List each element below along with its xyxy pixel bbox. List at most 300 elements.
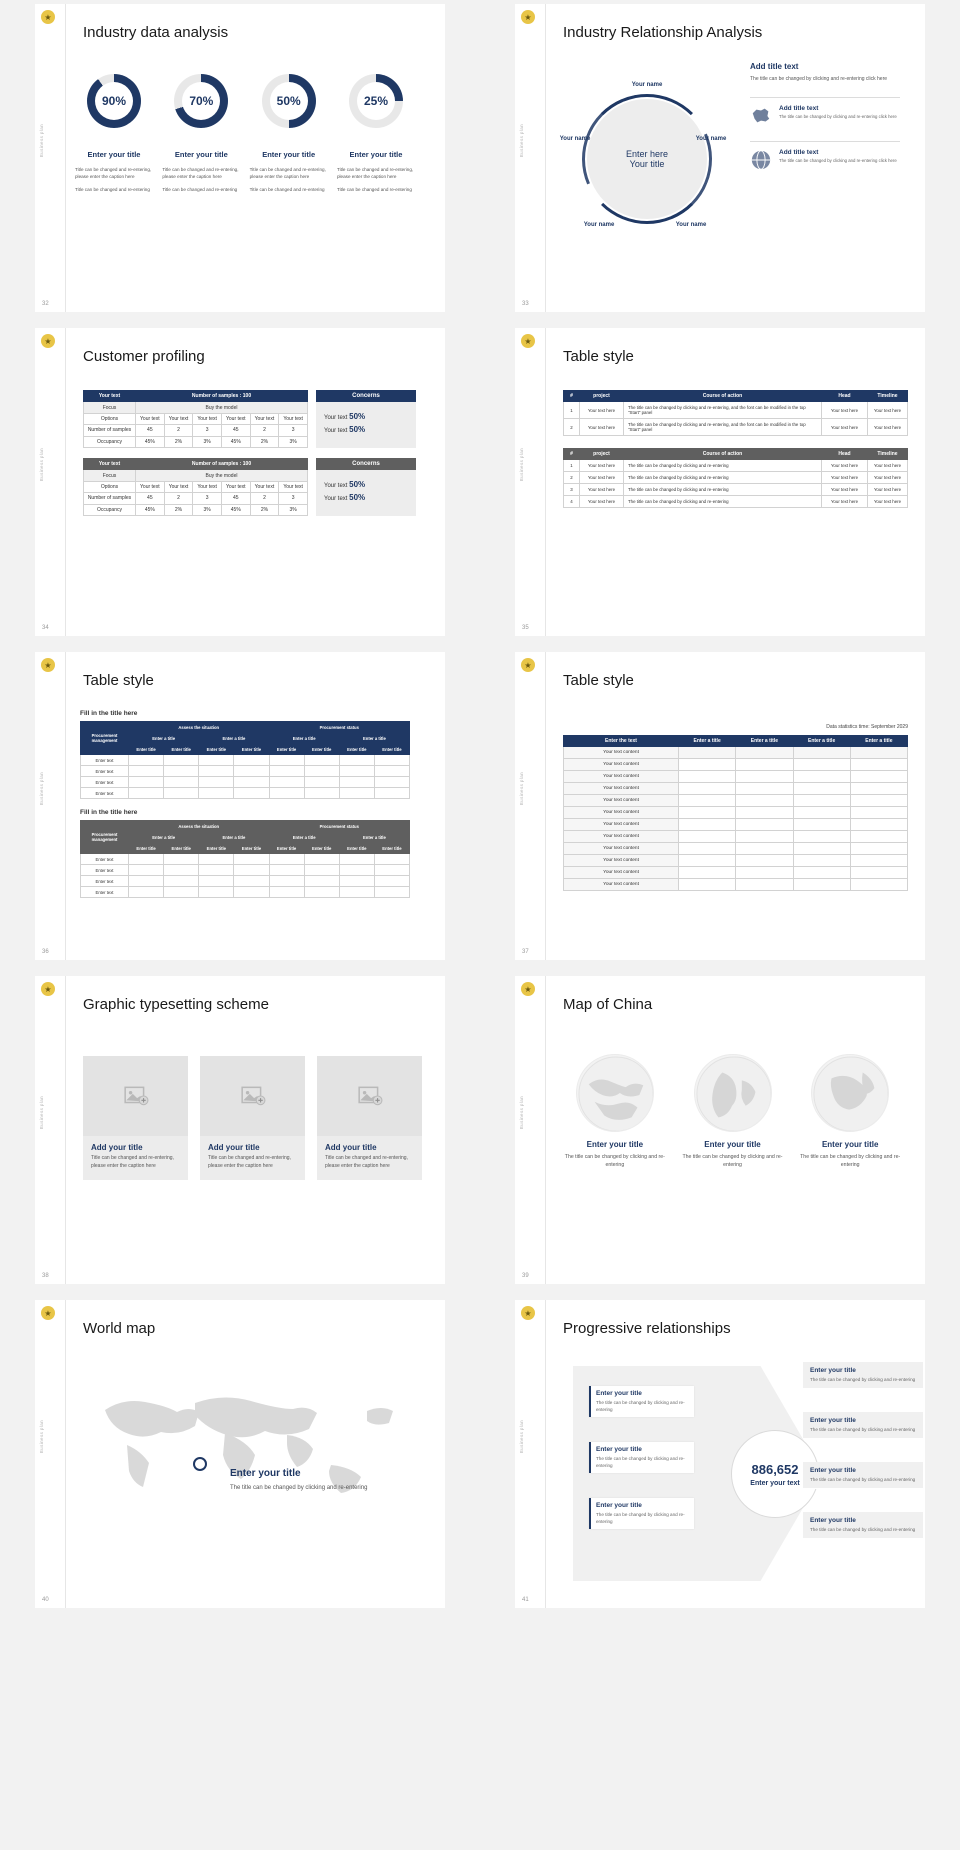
donut-value: 70% (182, 82, 220, 120)
image-placeholder-icon (83, 1056, 188, 1136)
cell: 2% (250, 504, 279, 515)
page-title: Graphic typesetting scheme (83, 996, 269, 1013)
sidebar-label: Business plan (39, 448, 44, 482)
col-header: Enter title (374, 843, 409, 854)
globe-text: The title can be changed by clicking and re-entering (564, 1154, 665, 1169)
cell-head: Your text here (822, 460, 868, 472)
globe-item[interactable] (678, 1054, 788, 1170)
table-row (564, 419, 908, 436)
focus-label: Focus (84, 402, 136, 413)
globe-icon (811, 1054, 889, 1132)
action-table-gray[interactable] (563, 448, 908, 508)
item-text: The title can be changed by clicking and re-entering (596, 1512, 685, 1525)
focus-value: Buy the model (136, 402, 308, 413)
caption-title: Enter your title (230, 1468, 301, 1479)
donut-item (162, 74, 240, 193)
cell-action: The title can be changed by clicking and re-entering (624, 460, 822, 472)
col-header: Enter title (234, 843, 269, 854)
table-row (564, 402, 908, 419)
slide-39[interactable] (515, 976, 925, 1284)
table-row (84, 436, 308, 447)
donut-chart (87, 74, 141, 128)
row-label: Your text content (564, 747, 679, 759)
divider-line (65, 4, 66, 312)
table-row (564, 843, 908, 855)
page-title: Map of China (563, 996, 653, 1013)
donut-label: Enter your title (174, 150, 228, 159)
col-header: Enter the text (564, 736, 679, 747)
table-row (564, 819, 908, 831)
cell-timeline: Your text here (868, 496, 908, 508)
table-row (81, 876, 410, 887)
corner-header: Procurement management (81, 821, 129, 854)
table-row (564, 879, 908, 891)
row-label: Your text content (564, 771, 679, 783)
col-header: Enter a title (736, 736, 793, 747)
table-row (81, 755, 410, 766)
concern-value: 50% (349, 412, 366, 421)
item-title: Enter your title (596, 1502, 642, 1509)
cell: 2% (164, 436, 193, 447)
table-row (81, 777, 410, 788)
row-label: Occupancy (84, 436, 136, 447)
concern-row (324, 480, 408, 489)
concerns-panel (316, 390, 416, 448)
col-header: Enter title (164, 843, 199, 854)
row-label: Your text content (564, 795, 679, 807)
page-number: 34 (42, 625, 49, 631)
table-row (564, 783, 908, 795)
statistics-time: Data statistics time: September 2029 (826, 724, 908, 730)
info-text: The title can be changed by clicking and re-entering click here (779, 114, 897, 119)
table-head-right: Number of samples : 100 (136, 391, 308, 402)
cell: 3% (193, 436, 222, 447)
slide-35[interactable] (515, 328, 925, 636)
page-number: 33 (522, 301, 529, 307)
slide-40[interactable] (35, 1300, 445, 1608)
item-text: The title can be changed by clicking and re-entering (596, 1456, 685, 1469)
page-title: Table style (563, 348, 634, 365)
globe-item[interactable] (795, 1054, 905, 1170)
focus-label: Focus (84, 470, 136, 481)
cell: 45% (221, 436, 250, 447)
table-row (81, 766, 410, 777)
cell-index: 2 (564, 472, 580, 484)
sub-header: Enter a title (269, 832, 339, 843)
procurement-tables (80, 710, 425, 898)
globe-text: The title can be changed by clicking and re-entering (800, 1154, 901, 1169)
donut-label: Enter your title (349, 150, 403, 159)
divider-line (65, 652, 66, 960)
concerns-panel (316, 458, 416, 516)
concern-value: 50% (349, 493, 366, 502)
row-label: Occupancy (84, 504, 136, 515)
image-placeholder-icon (317, 1056, 422, 1136)
row-label: Your text content (564, 759, 679, 771)
slide-32[interactable] (35, 4, 445, 312)
globe-title: Enter your title (586, 1140, 644, 1149)
logo-icon: ★ (41, 334, 55, 348)
table-head-right: Number of samples : 100 (136, 459, 308, 470)
cell-timeline: Your text here (868, 419, 908, 436)
table-row (564, 460, 908, 472)
table-row (81, 788, 410, 799)
info-text: The title can be changed by clicking and re-entering click here (779, 158, 897, 163)
table-row (81, 887, 410, 898)
info-row (750, 141, 900, 171)
item-text: The title can be changed by clicking and re-entering (596, 1400, 685, 1413)
table-row (84, 504, 308, 515)
col-header: Timeline (868, 449, 908, 460)
cell: 45 (221, 493, 250, 504)
table-row (564, 747, 908, 759)
cell: 3% (279, 504, 308, 515)
sidebar-label: Business plan (519, 772, 524, 806)
cell-project: Your text here (580, 402, 624, 419)
donut-text-1: Title can be changed and re-entering, please enter the caption here (336, 167, 414, 180)
image-card[interactable] (83, 1056, 188, 1180)
globe-title: Enter your title (704, 1140, 761, 1149)
right-panel (750, 62, 900, 171)
donut-value: 90% (95, 82, 133, 120)
col-header: project (580, 449, 624, 460)
logo-icon: ★ (41, 658, 55, 672)
slide-container-40 (0, 1296, 480, 1620)
sidebar-label: Business plan (519, 1096, 524, 1130)
map-pin-icon[interactable] (193, 1457, 207, 1471)
card-text: Title can be changed and re-entering, please enter the caption here (208, 1155, 291, 1169)
center-line-2: Your title (629, 159, 665, 169)
row-label: Enter text (81, 887, 129, 898)
donut-chart (262, 74, 316, 128)
center-circle (587, 99, 707, 219)
cell: 2 (250, 425, 279, 436)
concerns-title: Concerns (316, 390, 416, 402)
globe-icon (576, 1054, 654, 1132)
cell-action: The title can be changed by clicking and re-entering, and the font can be modified in the top "Start" panel (624, 402, 822, 419)
logo-icon: ★ (521, 10, 535, 24)
sidebar-label: Business plan (519, 448, 524, 482)
statistics-table-wrapper (563, 724, 908, 891)
table-head-left: Your text (84, 459, 136, 470)
item-text: The title can be changed by clicking and re-entering (810, 1477, 916, 1482)
item-title: Enter your title (810, 1467, 856, 1474)
info-heading: Add title text (779, 149, 819, 156)
globe-icon (694, 1054, 772, 1132)
cell: 3% (193, 504, 222, 515)
world-map (75, 1375, 415, 1525)
table-row (84, 493, 308, 504)
cell: 2 (164, 425, 193, 436)
donut-chart (349, 74, 403, 128)
cell: Your text (136, 481, 165, 492)
center-label: Enter your text (750, 1479, 800, 1487)
item-title: Enter your title (596, 1390, 642, 1397)
table-row (564, 496, 908, 508)
donut-chart (174, 74, 228, 128)
table-row (564, 867, 908, 879)
node-label-bottom-right: Your name (675, 222, 707, 228)
col-header: Enter title (269, 843, 304, 854)
col-header: Timeline (868, 391, 908, 402)
table-row (564, 831, 908, 843)
donut-label: Enter your title (87, 150, 141, 159)
cell: Your text (193, 481, 222, 492)
slide-41[interactable] (515, 1300, 925, 1608)
concern-value: 50% (349, 425, 366, 434)
cell: Your text (221, 481, 250, 492)
right-item[interactable] (803, 1412, 923, 1439)
col-header: Enter title (199, 843, 234, 854)
group-header: Procurement status (269, 821, 410, 832)
logo-icon: ★ (521, 1306, 535, 1320)
donut-text-1: Title can be changed and re-entering, please enter the caption here (75, 167, 152, 180)
logo-icon: ★ (41, 10, 55, 24)
cell: 3 (279, 425, 308, 436)
left-item[interactable] (589, 1442, 694, 1473)
cell: 45 (221, 425, 250, 436)
cell: 45% (136, 436, 165, 447)
image-card[interactable] (200, 1056, 305, 1180)
cell-action: The title can be changed by clicking and re-entering (624, 472, 822, 484)
cell: 45 (136, 493, 165, 504)
item-title: Enter your title (810, 1517, 856, 1524)
page-number: 39 (522, 1273, 529, 1279)
donut-value: 50% (270, 82, 308, 120)
slide-36[interactable] (35, 652, 445, 960)
slide-container-36 (0, 648, 480, 972)
profile-table[interactable] (83, 458, 308, 516)
logo-icon: ★ (521, 658, 535, 672)
row-label: Your text content (564, 855, 679, 867)
row-label: Your text content (564, 783, 679, 795)
col-header: Enter a title (679, 736, 736, 747)
table-caption: Fill in the title here (80, 710, 138, 717)
col-header: Enter title (164, 744, 199, 755)
donut-text-2: Title can be changed and re-entering (249, 187, 325, 193)
sub-header: Enter a title (199, 733, 269, 744)
row-label: Enter text (81, 777, 129, 788)
col-header: Enter title (304, 744, 339, 755)
right-heading: Add title text (750, 62, 799, 71)
slide-38[interactable] (35, 976, 445, 1284)
sub-header: Enter a title (199, 832, 269, 843)
statistics-table[interactable] (563, 735, 908, 891)
profile-table[interactable] (83, 390, 308, 448)
row-label: Your text content (564, 867, 679, 879)
cell: Your text (164, 481, 193, 492)
sidebar-label: Business plan (39, 1420, 44, 1454)
table-row (84, 481, 308, 492)
sidebar-label: Business plan (519, 1420, 524, 1454)
node-label-bottom-left: Your name (583, 222, 615, 228)
table-row (564, 771, 908, 783)
page-title: Customer profiling (83, 348, 205, 365)
item-title: Enter your title (810, 1367, 856, 1374)
cell-head: Your text here (822, 484, 868, 496)
row-label: Options (84, 413, 136, 424)
china-map-icon (750, 105, 772, 127)
page-number: 40 (42, 1597, 49, 1603)
progressive-diagram (545, 1358, 923, 1588)
slide-33[interactable] (515, 4, 925, 312)
cell-project: Your text here (580, 496, 624, 508)
cell-project: Your text here (580, 460, 624, 472)
group-header: Procurement status (269, 722, 410, 733)
globe-item[interactable] (560, 1054, 670, 1170)
sub-header: Enter a title (339, 733, 409, 744)
table-row (564, 472, 908, 484)
page-title: Table style (83, 672, 154, 689)
col-header: # (564, 391, 580, 402)
tables-wrapper (563, 390, 908, 508)
procurement-table-gray[interactable] (80, 820, 410, 898)
card-group (83, 1056, 423, 1180)
table-row (564, 484, 908, 496)
page-number: 36 (42, 949, 49, 955)
slide-container-38 (0, 972, 480, 1296)
card-title: Add your title (208, 1143, 260, 1152)
table-row (84, 413, 308, 424)
col-header: Enter title (339, 744, 374, 755)
corner-header: Procurement management (81, 722, 129, 755)
divider-line (65, 1300, 66, 1608)
cell: 3% (279, 436, 308, 447)
item-text: The title can be changed by clicking and re-entering (810, 1377, 916, 1382)
right-item[interactable] (803, 1512, 923, 1539)
col-header: Enter a title (850, 736, 907, 747)
slide-37[interactable] (515, 652, 925, 960)
cell-timeline: Your text here (868, 484, 908, 496)
right-item[interactable] (803, 1362, 923, 1389)
card-title: Add your title (325, 1143, 377, 1152)
col-header: Enter title (129, 744, 164, 755)
item-text: The title can be changed by clicking and re-entering (810, 1427, 916, 1432)
cell: Your text (279, 481, 308, 492)
page-title: Table style (563, 672, 634, 689)
cell: 3 (193, 493, 222, 504)
cell-head: Your text here (822, 472, 868, 484)
table-caption: Fill in the title here (80, 809, 138, 816)
row-label: Number of samples (84, 493, 136, 504)
cell-action: The title can be changed by clicking and re-entering (624, 484, 822, 496)
cell: 2% (250, 436, 279, 447)
donut-item (250, 74, 328, 193)
right-item[interactable] (803, 1462, 923, 1489)
procurement-table-navy[interactable] (80, 721, 410, 799)
col-header: Enter title (234, 744, 269, 755)
row-label: Enter text (81, 766, 129, 777)
concern-label: Your text (324, 496, 348, 502)
cell-index: 1 (564, 402, 580, 419)
cell: 2 (250, 493, 279, 504)
left-item[interactable] (589, 1498, 694, 1529)
col-header: Enter title (374, 744, 409, 755)
col-header: Enter title (304, 843, 339, 854)
info-heading: Add title text (779, 105, 819, 112)
concerns-body (316, 470, 416, 516)
profile-block (83, 458, 423, 516)
table-row (564, 759, 908, 771)
col-header: Enter title (199, 744, 234, 755)
col-header: project (580, 391, 624, 402)
donut-value: 25% (357, 82, 395, 120)
action-table-navy[interactable] (563, 390, 908, 436)
row-label: Your text content (564, 807, 679, 819)
cell-timeline: Your text here (868, 460, 908, 472)
focus-value: Buy the model (136, 470, 308, 481)
cell-index: 1 (564, 460, 580, 472)
table-row (564, 795, 908, 807)
sidebar-label: Business plan (519, 124, 524, 158)
cell-head: Your text here (822, 496, 868, 508)
cell: Your text (193, 413, 222, 424)
image-card[interactable] (317, 1056, 422, 1180)
col-header: Course of action (624, 449, 822, 460)
concerns-body (316, 402, 416, 448)
row-label: Number of samples (84, 425, 136, 436)
row-label: Your text content (564, 819, 679, 831)
caption-text: The title can be changed by clicking and re-entering (230, 1485, 368, 1491)
sub-header: Enter a title (339, 832, 409, 843)
slide-container-33 (480, 0, 960, 324)
col-header: # (564, 449, 580, 460)
slide-container-39 (480, 972, 960, 1296)
node-label-left: Your name (559, 136, 591, 142)
page-title: Industry data analysis (83, 24, 229, 41)
cell-index: 2 (564, 419, 580, 436)
row-label: Options (84, 481, 136, 492)
page-number: 38 (42, 1273, 49, 1279)
donut-text-1: Title can be changed and re-entering, please enter the caption here (162, 167, 239, 180)
globe-icon (750, 149, 772, 171)
slide-34[interactable] (35, 328, 445, 636)
divider-line (545, 4, 546, 312)
globe-text: The title can be changed by clicking and re-entering (682, 1154, 783, 1169)
row-label: Your text content (564, 879, 679, 891)
profile-block (83, 390, 423, 448)
concern-label: Your text (324, 483, 348, 489)
cell: 45% (136, 504, 165, 515)
cell-project: Your text here (580, 484, 624, 496)
page-number: 35 (522, 625, 529, 631)
map-caption (230, 1468, 420, 1493)
col-header: Enter title (339, 843, 374, 854)
relationship-diagram (560, 64, 735, 254)
node-label-right: Your name (695, 136, 727, 142)
cell: Your text (164, 413, 193, 424)
concern-label: Your text (324, 415, 348, 421)
page-title: Progressive relationships (563, 1320, 731, 1337)
sidebar-label: Business plan (39, 124, 44, 158)
page-number: 41 (522, 1597, 529, 1603)
row-label: Your text content (564, 843, 679, 855)
donut-text-2: Title can be changed and re-entering (336, 187, 412, 193)
slide-container-37 (480, 648, 960, 972)
cell: 2% (164, 504, 193, 515)
divider-line (545, 328, 546, 636)
concern-label: Your text (324, 428, 348, 434)
concern-row (324, 493, 408, 502)
table-row (81, 865, 410, 876)
divider-line (545, 976, 546, 1284)
concern-row (324, 425, 408, 434)
col-header: Course of action (624, 391, 822, 402)
concern-value: 50% (349, 480, 366, 489)
cell-timeline: Your text here (868, 472, 908, 484)
logo-icon: ★ (41, 1306, 55, 1320)
left-item[interactable] (589, 1386, 694, 1417)
